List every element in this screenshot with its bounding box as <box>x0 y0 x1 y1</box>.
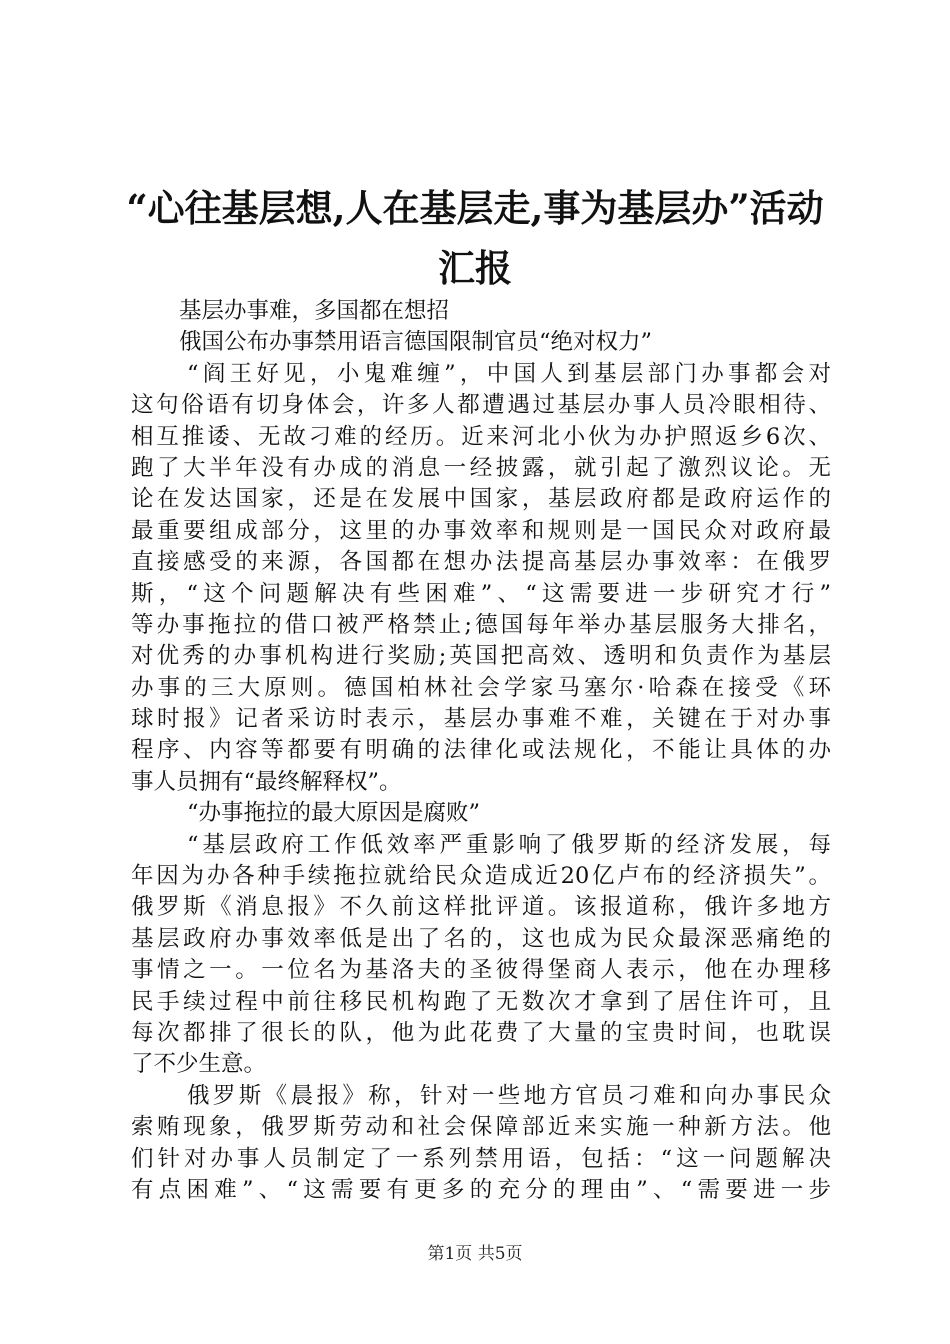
document-body <box>131 296 831 1206</box>
paragraph-line: 俄罗斯《晨报》称，针对一些地方官员刁难和向办事民众 <box>187 1082 831 1109</box>
paragraph-line: 每次都排了很长的队，他为此花费了大量的宝贵时间，也耽误 <box>131 1019 831 1046</box>
subheading-1: 基层办事难，多国都在想招 <box>179 298 450 324</box>
paragraph-line: 论在发达国家，还是在发展中国家，基层政府都是政府运作的 <box>131 486 831 513</box>
paragraph-line: 年因为办各种手续拖拉就给民众造成近20亿卢布的经济损失”。 <box>131 863 831 890</box>
paragraph-line: 俄罗斯《消息报》不久前这样批评道。该报道称，俄许多地方 <box>131 894 831 921</box>
paragraph-line: 办事的三大原则。德国柏林社会学家马塞尔·哈森在接受《环 <box>131 674 831 701</box>
paragraph-line: 基层政府办事效率低是出了名的，这也成为民众最深恶痛绝的 <box>131 925 831 952</box>
document-title-line-1: “心往基层想,人在基层走,事为基层办”活动 <box>126 186 824 230</box>
paragraph-line: 直接感受的来源，各国都在想办法提高基层办事效率：在俄罗 <box>131 549 831 576</box>
paragraph-line: 们针对办事人员制定了一系列禁用语，包括：“这一问题解决 <box>131 1145 831 1172</box>
paragraph-line: “阎王好见，小鬼难缠”，中国人到基层部门办事都会对 <box>187 360 831 387</box>
page-number-footer: 第1页 共5页 <box>427 1244 523 1264</box>
subheading-2: 俄国公布办事禁用语言德国限制官员“绝对权力” <box>179 329 653 356</box>
paragraph-line: 跑了大半年没有办成的消息一经披露，就引起了激烈议论。无 <box>131 454 831 481</box>
paragraph-line: 有点困难”、“这需要有更多的充分的理由”、“需要进一步 <box>131 1176 831 1203</box>
subheading-3: “办事拖拉的最大原因是腐败” <box>187 800 481 827</box>
paragraph-line: 相互推诿、无故刁难的经历。近来河北小伙为办护照返乡6次、 <box>131 423 831 450</box>
paragraph-line: 民手续过程中前往移民机构跑了无数次才拿到了居住许可，且 <box>131 988 831 1015</box>
paragraph-line: 这句俗语有切身体会，许多人都遭遇过基层办事人员冷眼相待、 <box>131 392 831 419</box>
paragraph-line: “基层政府工作低效率严重影响了俄罗斯的经济发展，每 <box>187 831 831 858</box>
paragraph-line: 了不少生意。 <box>131 1051 267 1078</box>
paragraph-line: 等办事拖拉的借口被严格禁止;德国每年举办基层服务大排名， <box>131 611 831 638</box>
paragraph-line: 最重要组成部分，这里的办事效率和规则是一国民众对政府最 <box>131 517 831 544</box>
paragraph-line: 索贿现象，俄罗斯劳动和社会保障部近来实施一种新方法。他 <box>131 1114 831 1141</box>
paragraph-line: 事人员拥有“最终解释权”。 <box>131 768 402 795</box>
paragraph-line: 对优秀的办事机构进行奖励;英国把高效、透明和负责作为基层 <box>131 643 831 670</box>
paragraph-line: 球时报》记者采访时表示，基层办事难不难，关键在于对办事 <box>131 706 831 733</box>
paragraph-line: 事情之一。一位名为基洛夫的圣彼得堡商人表示，他在办理移 <box>131 957 831 984</box>
paragraph-line: 程序、内容等都要有明确的法律化或法规化，不能让具体的办 <box>131 737 831 764</box>
paragraph-line: 斯，“这个问题解决有些困难”、“这需要进一步研究才行” <box>131 580 831 607</box>
document-title-line-2: 汇报 <box>438 246 512 290</box>
